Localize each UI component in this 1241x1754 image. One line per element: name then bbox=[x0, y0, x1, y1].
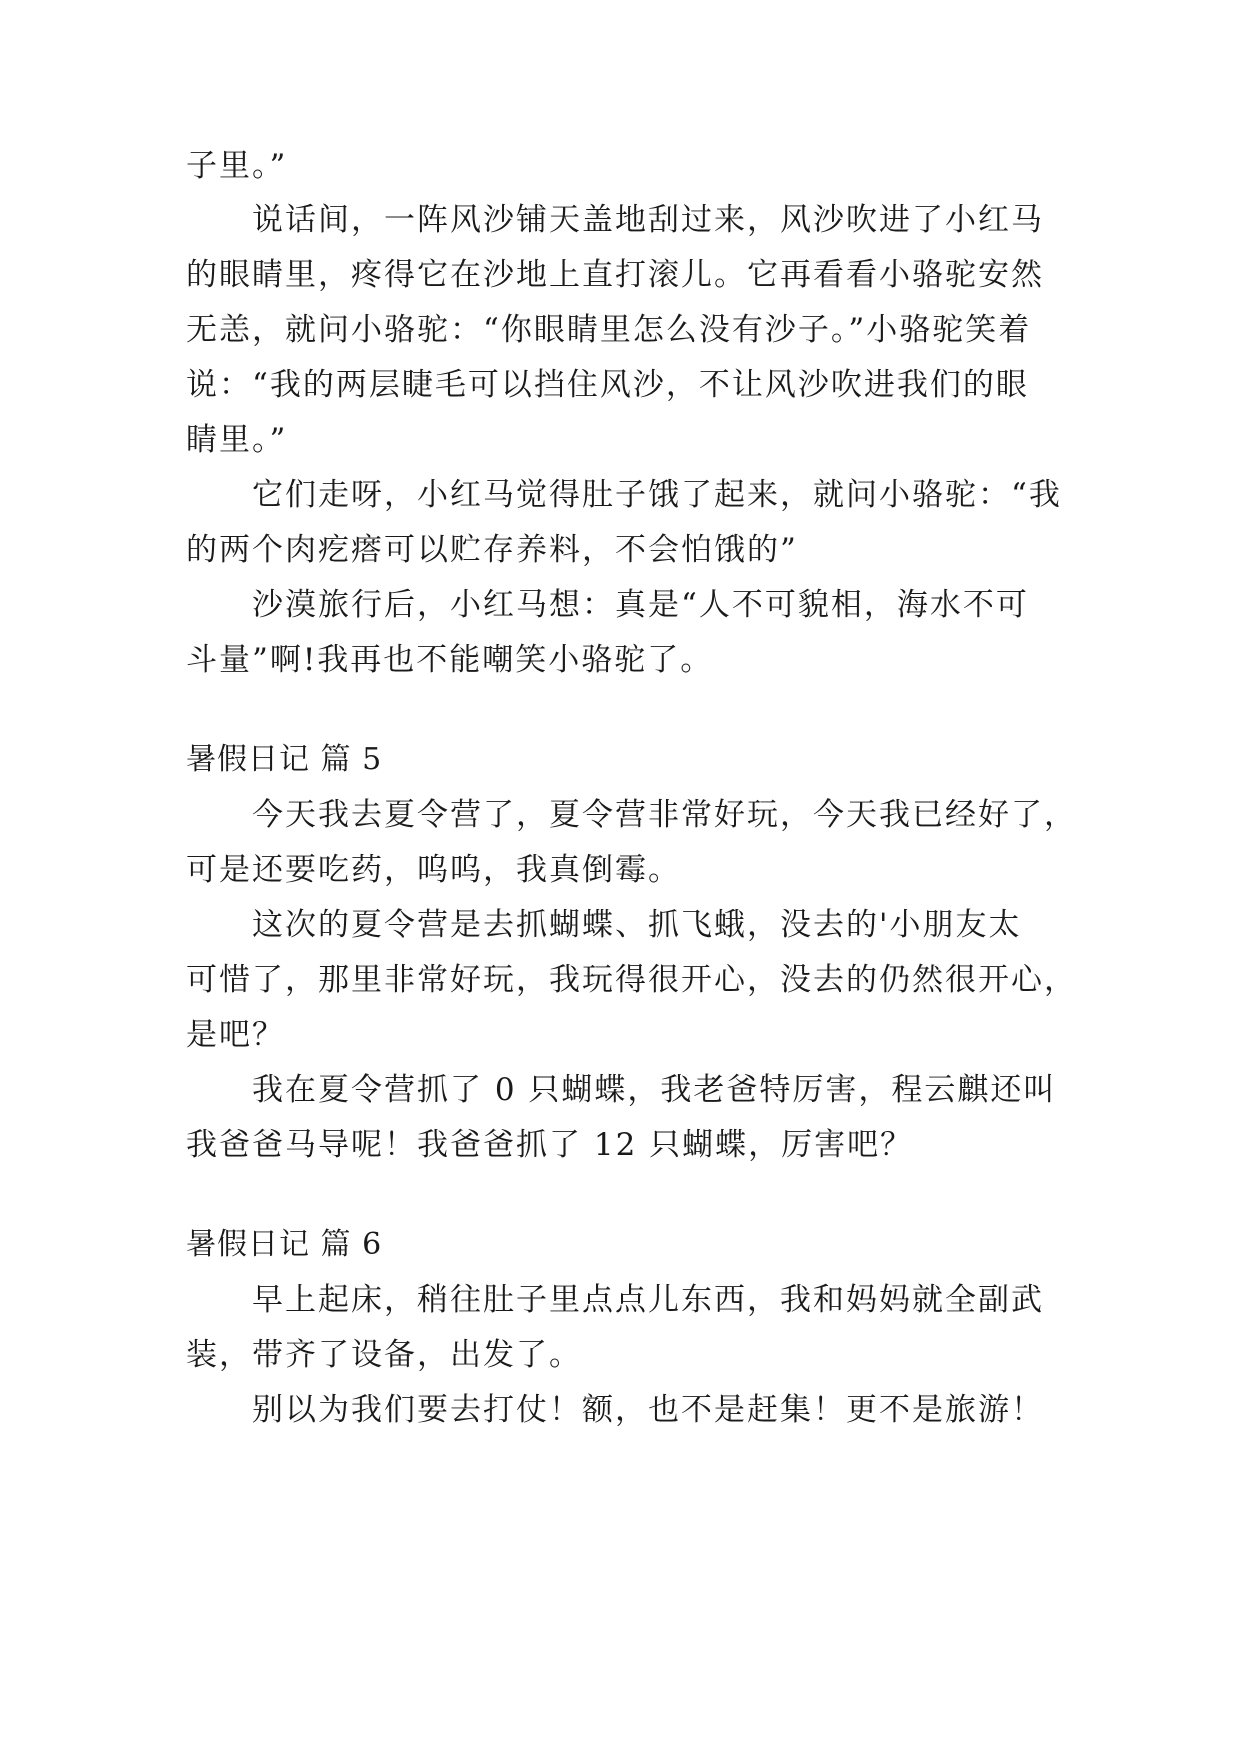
paragraph-line: 我在夏令营抓了 0 只蝴蝶，我老爸特厉害，程云麒还叫 bbox=[252, 1072, 1057, 1108]
paragraph-line: 我爸爸马导呢！我爸爸抓了 12 只蝴蝶，厉害吧？ bbox=[186, 1127, 914, 1163]
paragraph-line: 早上起床，稍往肚子里点点儿东西，我和妈妈就全副武 bbox=[252, 1282, 1044, 1318]
paragraph-line: 无恙，就问小骆驼：“你眼睛里怎么没有沙子。”小骆驼笑着 bbox=[186, 312, 1032, 348]
paragraph-line: 的眼睛里，疼得它在沙地上直打滚儿。它再看看小骆驼安然 bbox=[186, 257, 1044, 293]
paragraph-line: 装，带齐了设备，出发了。 bbox=[186, 1337, 582, 1373]
paragraph-line: 今天我去夏令营了，夏令营非常好玩，今天我已经好了， bbox=[252, 797, 1077, 833]
section-heading: 暑假日记 篇 5 bbox=[186, 742, 383, 777]
paragraph-line: 沙漠旅行后，小红马想：真是“人不可貌相，海水不可 bbox=[252, 587, 1029, 623]
paragraph-line: 它们走呀，小红马觉得肚子饿了起来，就问小骆驼：“我 bbox=[252, 477, 1062, 513]
paragraph-line: 子里。” bbox=[186, 148, 288, 184]
paragraph-line: 说话间，一阵风沙铺天盖地刮过来，风沙吹进了小红马 bbox=[252, 202, 1044, 238]
paragraph-line: 可是还要吃药，呜呜，我真倒霉。 bbox=[186, 852, 681, 888]
paragraph-line: 斗量”啊!我再也不能嘲笑小骆驼了。 bbox=[186, 642, 714, 678]
paragraph-line: 睛里。” bbox=[186, 422, 288, 458]
paragraph-line: 说：“我的两层睫毛可以挡住风沙，不让风沙吹进我们的眼 bbox=[186, 367, 1029, 403]
paragraph-line: 这次的夏令营是去抓蝴蝶、抓飞蛾，没去的'小朋友太 bbox=[252, 907, 1022, 943]
section-heading: 暑假日记 篇 6 bbox=[186, 1227, 383, 1262]
paragraph-line: 可惜了，那里非常好玩，我玩得很开心，没去的仍然很开心， bbox=[186, 962, 1077, 998]
paragraph-line: 的两个肉疙瘩可以贮存养料，不会怕饿的” bbox=[186, 532, 798, 568]
paragraph-line: 别以为我们要去打仗！额，也不是赶集！更不是旅游！ bbox=[252, 1392, 1044, 1428]
paragraph-line: 是吧？ bbox=[186, 1017, 285, 1053]
